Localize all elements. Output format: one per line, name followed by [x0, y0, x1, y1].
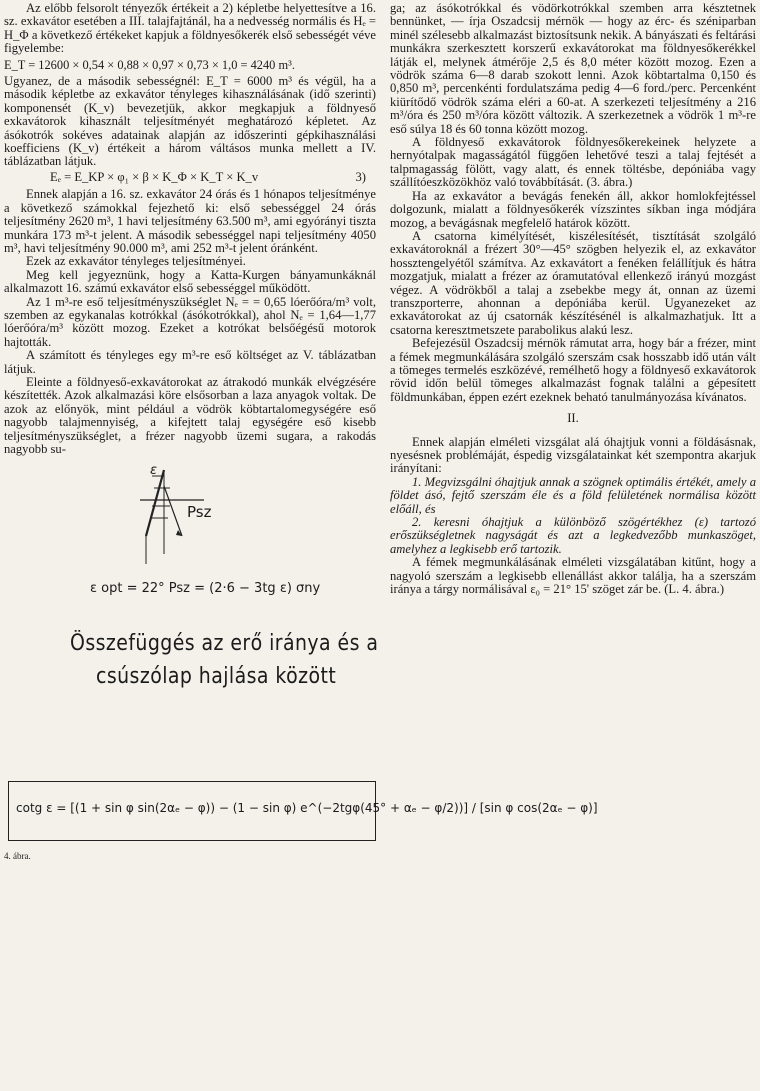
paragraph: A számított és tényleges egy m³-re eső költséget az V. táblázatban látjuk. [4, 348, 376, 376]
paragraph: Ezek az exkavátor tényleges teljesítményei. [26, 254, 246, 269]
equation-3 [4, 171, 376, 184]
equation-3-body: Eₑ = E_KP × φ₁ × β × K_Φ × K_T × K_v [50, 169, 259, 184]
figure-caption-line-1: Összefüggés az erő iránya és a [70, 631, 379, 657]
paragraph: ga; az ásókotrókkal és vödörkotrókkal szemben arra késztetnek bennünket, — írja Oszadcsij mérnök — hogy az érc- és széniparban minél szélesebb alkalmazást biztosítsunk nekik. A bányászati és feltárási munkákra szerkesztett korszerű exkavátorokat ma földnyesőkerékkel látják el, melynek átmérője 2,5 és 8,0 méter között mozog. Ezen a vödrök száma 6—8 darab szokott lenni. Azok köbtartalma 0,150 és 0,850 m³, percenkénti fordulatszáma pedig 4—6 ford./perc. Percenként kiürítődő vödrök száma eléri a 60-at. A szerkezeti teljesítmény a 216 m³/óra és 250 m³/óra között változik. A szerkezetnek a vödrök 1 m³-re eső súlya 18 és 60 tonna között mozog. [390, 1, 756, 136]
paragraph: Az 1 m³-re eső teljesítményszükséglet Nₑ = = 0,65 lóerőóra/m³ volt, szemben az egykanalas kotrókkal (ásókotrókkal), ahol Nₑ = 1,64—1,77 lóerőóra/m³ között mozog. Ezeket a kotrókat belsőégésű motorok hajtották. [4, 294, 376, 349]
paragraph: Ugyanez, de a második sebességnél: E_T = 6000 m³ és végül, ha a második képletbe az exkavátor tényleges kihasználásának (idő szerinti) komponensét (K_v) bevezetjük, akkor megkapjuk a földnyeső exkavátorok kihasznált teljesítményét meghatározó képletet. Az ásókotrók sokéves adatainak alapján az időszerinti gépkihasználási koefficiens (K_v) értékeit a három váltásos munka mellett a IV. táblázatban látjuk. [4, 74, 376, 169]
list-item: 2. keresni óhajtjuk a különböző szögértékhez (ε) tartozó erőszükségletnek nagyságát és azt a legkedvezőbb munkaszöget, amelyhez a legkisebb erő tartozik. [390, 515, 756, 556]
epsilon-label: ε [150, 463, 158, 479]
paragraph: Ha az exkavátor a bevágás fenekén áll, akkor homlokfejtéssel dolgozunk, mialatt a földnyesőkerék vízszintes síkban inga módjára mozog, a bevágásnak megfelelő határok között. [390, 188, 756, 230]
paragraph: Az előbb felsorolt tényezők értékeit a 2) képletbe helyettesítve a 16. sz. exkavátor esetében a III. talajfajtánál, ha a nedvesség normális és Hₑ = H_Φ a következő értékeket kapjuk a földnyesőkerék első sebességét véve figyelembe: [4, 1, 376, 56]
paragraph: A földnyeső exkavátorok földnyesőkerekeinek helyzete a hernyótalpak magasságától függően lehetővé teszi a talaj fejtését a talpmagasság fölött, vagy alatt, és ennek töltésbe, depóniába vagy szállítóeszközökhöz való továbbítását. (3. ábra.) [390, 135, 756, 190]
paragraph: Befejezésül Oszadcsij mérnök rámutat arra, hogy bár a frézer, mint a fémek megmunkálására szolgáló szerszám csak hosszabb idő után vált a tömeges termelés eszközévé, remélhető hogy a földnyeső exkavátorok rövid időn belül tömeges alkalmazást fognak találni a gépesített földmunkában, éppen ezért ezeknek beható tanulmányozása kívánatos. [390, 336, 756, 404]
list-item: 1. Megvizsgálni óhajtjuk annak a szögnek optimális értékét, amely a földet ásó, fejtő szerszám éle és a föld felületének normálisa között előáll, és [390, 474, 756, 516]
paragraph: A fémek megmunkálásának elméleti vizsgálatában kitűnt, hogy a nagyoló szerszám a legkisebb ellenállást akkor találja, ha a szerszám iránya a tárgy normálisával ε₀ = 21° 15' szöget zár be. (L. 4. ábra.) [390, 555, 756, 597]
equation-3-number: 3) [355, 169, 366, 184]
cotangent-formula: cotg ε = [(1 + sin φ sin(2αₑ − φ)) − (1 − sin φ) e^(−2tgφ(45° + αₑ − φ/2))] / [sin φ cos(2αₑ − φ)] [16, 801, 598, 816]
equation-1: E_T = 12600 × 0,54 × 0,88 × 0,97 × 0,73 × 1,0 = 4240 m³. [4, 57, 295, 72]
optimal-angle-formula: ε opt = 22° Psz = (2·6 − 3tg ε) σny [90, 581, 321, 597]
figure-number: 4. ábra. [4, 851, 31, 862]
paragraph: Meg kell jegyeznünk, hogy a Katta-Kurgen bányamunkáknál alkalmazott 16. számú exkavátor első sebességgel működött. [4, 267, 376, 296]
paragraph: Ennek alapján a 16. sz. exkavátor 24 órás és 1 hónapos teljesítménye a következő számokkal fejezhető ki: első sebességgel 24 órás teljesítmény 2620 m³, 1 havi teljesítmény 63.500 m³, ami egyórányi tiszta munkára 173 m³-t jelent. A második sebességgel napi teljesítmény 4050 m³, havi teljesítmény 90.000 m³, ami 252 m³-t jelent óránként. [4, 187, 376, 255]
paragraph: Eleinte a földnyeső-exkavátorokat az átrakodó munkák elvégzésére készítették. Azok alkalmazási köre elsősorban a laza anyagok voltak. De azok az előnyök, mint például a vödrök köbtartalomegységére eső nagyobb talajmennyiség, a kifejtett talaj egységére eső kisebb teljesítményszükséglet, a frézer nagyobb üzemi sugara, a rakodás nagyobb su- [4, 374, 376, 456]
paragraph: Ennek alapján elméleti vizsgálat alá óhajtjuk vonni a földásásnak, nyesésnek problémáját, éspedig vizsgálatainkat két szempontra akarjuk irányítani: [390, 434, 756, 476]
force-label: Psz [187, 503, 212, 522]
right-column [390, 2, 756, 596]
section-title: II. [567, 411, 579, 426]
figure-caption-line-2: csúszólap hajlása között [96, 664, 337, 690]
paragraph: A csatorna kimélyítését, kiszélesítését, tisztítását szolgáló exkavátoroknál a frézert 30°—45° szögben helyezik el, az exkavátor hossztengelyétől számítva. Az exkavátort a fenéken felállítjuk és hátra mozgatjuk, mialatt a frézer az óramutatóval ellenkező irányú mozgást végez. A vödrökből a talaj a zsebekbe megy át, onnan az üzemi transzporterre, ahonnan a depóniába kerül. Ugyanezeket az exkavátorokat az új csatornák készítésénél is alkalmazhatjuk. Itt a csatorna keresztmetszete parabolikus alakú lesz. [390, 228, 756, 337]
